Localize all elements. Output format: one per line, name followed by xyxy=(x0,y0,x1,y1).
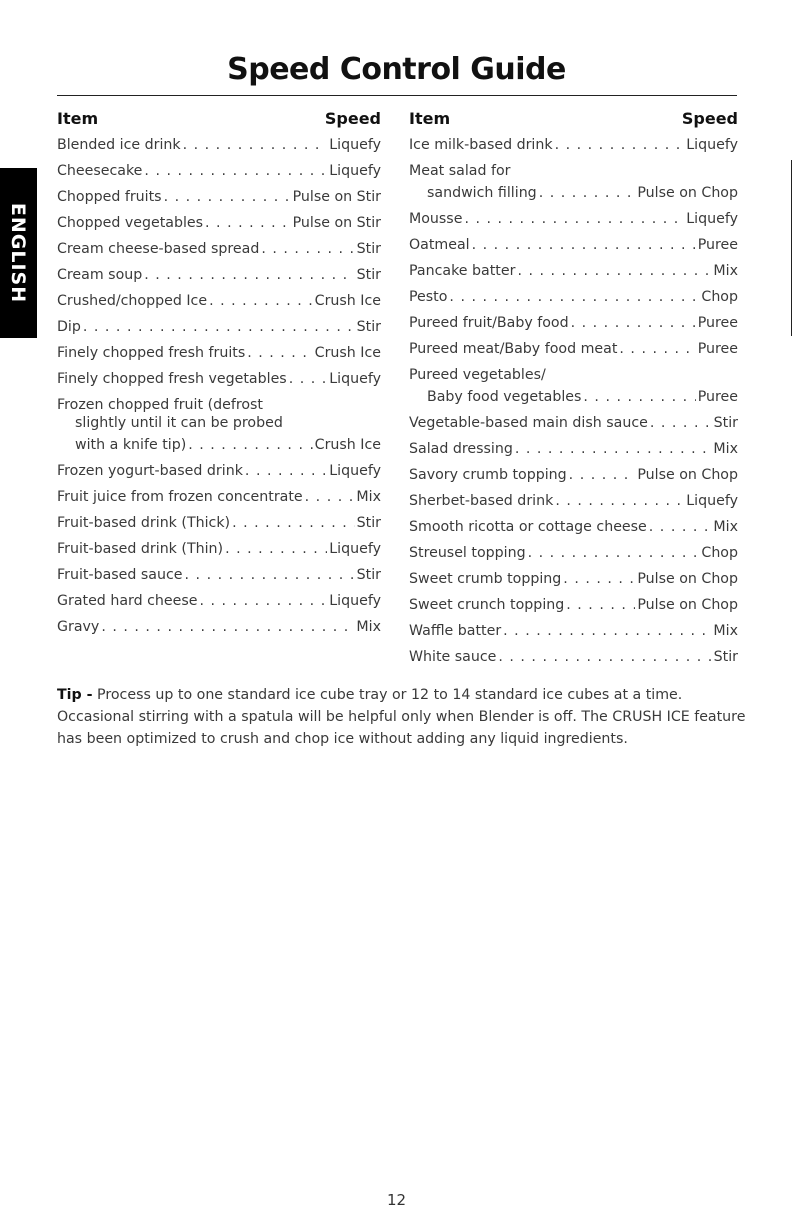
guide-entry xyxy=(409,540,738,566)
dot-leader xyxy=(188,432,312,458)
entry-row xyxy=(57,288,381,314)
entry-item: Finely chopped fresh fruits xyxy=(57,345,246,361)
entry-speed: Stir xyxy=(713,415,738,431)
guide-entry xyxy=(409,488,738,514)
dot-leader xyxy=(83,314,355,340)
entry-item: Ice milk-based drink xyxy=(409,137,553,153)
entry-speed: Crush Ice xyxy=(314,437,381,453)
guide-entry xyxy=(409,618,738,644)
entry-row xyxy=(409,232,738,258)
entry-item: Finely chopped fresh vegetables xyxy=(57,371,287,387)
entry-row xyxy=(57,588,381,614)
entry-speed: Pulse on Stir xyxy=(292,215,381,231)
entry-row xyxy=(409,514,738,540)
entry-speed: Liquefy xyxy=(329,593,381,609)
dot-leader xyxy=(566,592,635,618)
guide-entry xyxy=(409,232,738,258)
guide-entry xyxy=(57,614,381,640)
right-header xyxy=(409,106,738,132)
dot-leader xyxy=(247,340,312,366)
page-title: Speed Control Guide xyxy=(227,52,566,87)
guide-entry xyxy=(409,158,738,206)
guide-entry xyxy=(409,514,738,540)
entry-row xyxy=(57,458,381,484)
dot-leader xyxy=(569,462,636,488)
entry-row xyxy=(57,236,381,262)
dot-leader xyxy=(289,366,328,392)
right-rows xyxy=(409,132,738,670)
entry-speed: Mix xyxy=(356,619,381,635)
guide-entry xyxy=(57,288,381,314)
entry-row xyxy=(409,206,738,232)
entry-item: Oatmeal xyxy=(409,237,470,253)
entry-item: White sauce xyxy=(409,649,497,665)
entry-item: Crushed/chopped Ice xyxy=(57,293,208,309)
entry-speed: Mix xyxy=(713,519,738,535)
entry-item: Pureed meat/Baby food meat xyxy=(409,341,618,357)
entry-row xyxy=(409,284,738,310)
dot-leader xyxy=(571,310,696,336)
entry-row xyxy=(409,644,738,670)
dot-leader xyxy=(144,262,354,288)
entry-row xyxy=(57,262,381,288)
guide-entry xyxy=(57,392,381,458)
entry-speed: Mix xyxy=(713,623,738,639)
entry-item: Frozen yogurt-based drink xyxy=(57,463,243,479)
entry-item: Baby food vegetables xyxy=(427,389,582,405)
item-header: Item xyxy=(57,109,99,128)
entry-item: Savory crumb topping xyxy=(409,467,567,483)
entry-item: Cream soup xyxy=(57,267,143,283)
entry-speed: Mix xyxy=(713,441,738,457)
speed-header: Speed xyxy=(681,109,738,128)
entry-item: Waffle batter xyxy=(409,623,502,639)
dot-leader xyxy=(583,384,695,410)
entry-item: Sweet crunch topping xyxy=(409,597,565,613)
guide-entry xyxy=(57,184,381,210)
dot-leader xyxy=(245,458,327,484)
dot-leader xyxy=(472,232,696,258)
dot-leader xyxy=(498,644,711,670)
entry-speed: Stir xyxy=(356,241,381,257)
guide-entry xyxy=(57,210,381,236)
entry-row xyxy=(57,210,381,236)
entry-item: Dip xyxy=(57,319,81,335)
entry-item: Pureed fruit/Baby food xyxy=(409,315,569,331)
guide-entry xyxy=(57,262,381,288)
entry-item: Mousse xyxy=(409,211,463,227)
entry-item: Pesto xyxy=(409,289,448,305)
language-tab xyxy=(0,168,37,338)
dot-leader xyxy=(515,436,712,462)
entry-row xyxy=(57,184,381,210)
entry-item: Fruit-based drink (Thin) xyxy=(57,541,224,557)
guide-entry xyxy=(57,588,381,614)
entry-row xyxy=(409,410,738,436)
entry-speed: Liquefy xyxy=(686,137,738,153)
guide-entry xyxy=(57,158,381,184)
entry-speed: Liquefy xyxy=(686,493,738,509)
entry-item: Sherbet-based drink xyxy=(409,493,554,509)
entry-item: Smooth ricotta or cottage cheese xyxy=(409,519,647,535)
entry-item: Chopped fruits xyxy=(57,189,162,205)
dot-leader xyxy=(464,206,684,232)
entry-row xyxy=(409,592,738,618)
tip-paragraph xyxy=(57,684,747,750)
entry-speed: Stir xyxy=(713,649,738,665)
entry-speed: Pulse on Chop xyxy=(637,185,738,201)
speed-header: Speed xyxy=(324,109,381,128)
guide-entry xyxy=(409,310,738,336)
guide-entry xyxy=(57,510,381,536)
entry-speed: Puree xyxy=(697,237,738,253)
entry-speed: Liquefy xyxy=(329,541,381,557)
entry-speed: Liquefy xyxy=(329,137,381,153)
entry-speed: Pulse on Chop xyxy=(637,467,738,483)
entry-row xyxy=(409,540,738,566)
entry-speed: Liquefy xyxy=(329,371,381,387)
dot-leader xyxy=(517,258,711,284)
entry-speed: Pulse on Chop xyxy=(637,571,738,587)
left-rows xyxy=(57,132,381,640)
entry-speed: Pulse on Chop xyxy=(637,597,738,613)
entry-speed: Pulse on Stir xyxy=(292,189,381,205)
entry-item: with a knife tip) xyxy=(75,437,187,453)
entry-speed: Crush Ice xyxy=(314,293,381,309)
entry-speed: Puree xyxy=(697,341,738,357)
entry-item: Cream cheese-based spread xyxy=(57,241,260,257)
dot-leader xyxy=(164,184,291,210)
guide-entry xyxy=(57,458,381,484)
entry-speed: Mix xyxy=(356,489,381,505)
guide-entry xyxy=(409,258,738,284)
guide-entry xyxy=(57,314,381,340)
entry-row xyxy=(57,484,381,510)
dot-leader xyxy=(183,132,328,158)
guide-entry xyxy=(57,340,381,366)
entry-wrap-line: Pureed vegetables/ xyxy=(409,367,546,383)
entry-item: Sweet crumb topping xyxy=(409,571,562,587)
entry-row xyxy=(409,618,738,644)
language-tab-label: ENGLISH xyxy=(7,202,30,304)
entry-row xyxy=(57,314,381,340)
entry-wrap-line: slightly until it can be probed xyxy=(75,415,283,431)
entry-item: Pancake batter xyxy=(409,263,516,279)
dot-leader xyxy=(101,614,354,640)
entry-row xyxy=(409,310,738,336)
guide-entry xyxy=(57,132,381,158)
page-number: 12 xyxy=(386,1191,407,1209)
entry-row xyxy=(57,536,381,562)
guide-entry xyxy=(409,132,738,158)
entry-speed: Liquefy xyxy=(329,463,381,479)
entry-row xyxy=(409,258,738,284)
entry-item: Gravy xyxy=(57,619,100,635)
dot-leader xyxy=(199,588,327,614)
entry-row xyxy=(57,366,381,392)
dot-leader xyxy=(539,180,636,206)
dot-leader xyxy=(563,566,635,592)
tip-label: Tip - xyxy=(57,687,93,703)
entry-item: Fruit-based sauce xyxy=(57,567,183,583)
entry-wrap-line: Meat salad for xyxy=(409,163,511,179)
dot-leader xyxy=(185,562,355,588)
entry-speed: Stir xyxy=(356,319,381,335)
entry-speed: Chop xyxy=(701,289,738,305)
dot-leader xyxy=(261,236,354,262)
guide-entry xyxy=(57,562,381,588)
entry-item: Fruit juice from frozen concentrate xyxy=(57,489,303,505)
guide-entry xyxy=(409,592,738,618)
guide-entry xyxy=(57,536,381,562)
dot-leader xyxy=(305,484,355,510)
entry-item: Chopped vegetables xyxy=(57,215,204,231)
entry-row xyxy=(57,132,381,158)
entry-speed: Liquefy xyxy=(329,163,381,179)
left-header xyxy=(57,106,381,132)
dot-leader xyxy=(555,488,684,514)
entry-row xyxy=(57,562,381,588)
dot-leader xyxy=(209,288,313,314)
entry-row xyxy=(57,614,381,640)
item-header: Item xyxy=(409,109,451,128)
entry-speed: Chop xyxy=(701,545,738,561)
entry-item: Vegetable-based main dish sauce xyxy=(409,415,648,431)
entry-speed: Mix xyxy=(713,263,738,279)
title-rule xyxy=(57,95,737,96)
guide-entry xyxy=(409,462,738,488)
dot-leader xyxy=(528,540,700,566)
dot-leader xyxy=(555,132,685,158)
dot-leader xyxy=(449,284,699,310)
entry-item: Fruit-based drink (Thick) xyxy=(57,515,231,531)
dot-leader xyxy=(205,210,291,236)
guide-entry xyxy=(409,410,738,436)
entry-row xyxy=(409,488,738,514)
entry-speed: Stir xyxy=(356,267,381,283)
entry-speed: Stir xyxy=(356,567,381,583)
entry-row xyxy=(57,432,381,458)
entry-row xyxy=(57,340,381,366)
margin-line xyxy=(791,160,792,336)
dot-leader xyxy=(232,510,355,536)
tip-text: Process up to one standard ice cube tray or 12 to 14 standard ice cubes at a time. Occasional stirring with a spatula will be helpful only when Blender is off. The CRUSH ICE feature has been optimized to crush and chop ice without adding any liquid ingredients. xyxy=(57,687,746,747)
entry-speed: Puree xyxy=(697,315,738,331)
entry-row xyxy=(409,336,738,362)
guide-entry xyxy=(409,644,738,670)
left-column xyxy=(57,106,381,640)
entry-row xyxy=(409,566,738,592)
guide-entry xyxy=(409,566,738,592)
entry-speed: Crush Ice xyxy=(314,345,381,361)
right-column xyxy=(409,106,738,670)
dot-leader xyxy=(144,158,327,184)
entry-item: Streusel topping xyxy=(409,545,526,561)
entry-row xyxy=(409,180,738,206)
entry-item: sandwich filling xyxy=(427,185,537,201)
entry-row xyxy=(409,462,738,488)
entry-item: Blended ice drink xyxy=(57,137,181,153)
dot-leader xyxy=(649,514,712,540)
entry-row xyxy=(57,158,381,184)
guide-entry xyxy=(57,236,381,262)
entry-item: Cheesecake xyxy=(57,163,143,179)
entry-item: Salad dressing xyxy=(409,441,513,457)
entry-row xyxy=(409,436,738,462)
entry-speed: Stir xyxy=(356,515,381,531)
entry-item: Grated hard cheese xyxy=(57,593,198,609)
entry-speed: Liquefy xyxy=(686,211,738,227)
guide-entry xyxy=(409,206,738,232)
guide-entry xyxy=(409,362,738,410)
entry-speed: Puree xyxy=(697,389,738,405)
entry-wrap-line: Frozen chopped fruit (defrost xyxy=(57,397,263,413)
entry-row xyxy=(409,132,738,158)
guide-entry xyxy=(57,366,381,392)
dot-leader xyxy=(619,336,695,362)
dot-leader xyxy=(503,618,711,644)
entry-row xyxy=(57,510,381,536)
entry-row xyxy=(409,384,738,410)
guide-entry xyxy=(409,336,738,362)
dot-leader xyxy=(225,536,327,562)
guide-entry xyxy=(409,284,738,310)
guide-entry xyxy=(57,484,381,510)
guide-entry xyxy=(409,436,738,462)
dot-leader xyxy=(650,410,712,436)
